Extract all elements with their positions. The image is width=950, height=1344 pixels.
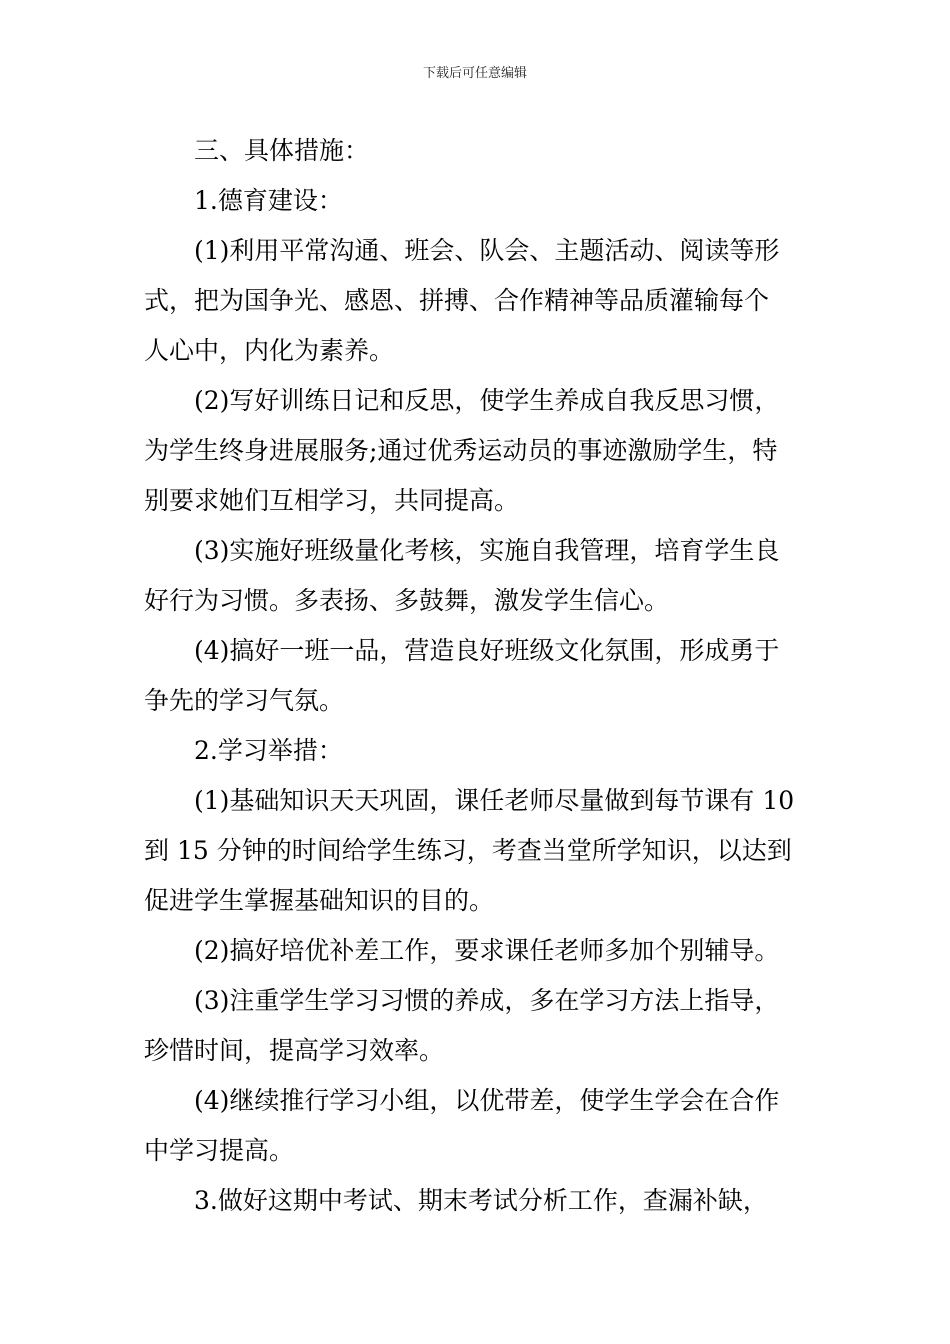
text-line: 中学习提高。 bbox=[144, 1136, 295, 1165]
text-line: 促进学生掌握基础知识的目的。 bbox=[144, 886, 495, 915]
text-line: 式，把为国争光、感恩、拼搏、合作精神等品质灌输每个 bbox=[144, 286, 770, 315]
text-line: (2)搞好培优补差工作，要求课任老师多加个别辅导。 bbox=[194, 936, 780, 965]
text-line: 2.学习举措： bbox=[194, 736, 343, 765]
text-line: (1)利用平常沟通、班会、队会、主题活动、阅读等形 bbox=[194, 236, 780, 265]
text-line: (4)搞好一班一品，营造良好班级文化氛围，形成勇于 bbox=[194, 636, 780, 665]
text-line: (3)注重学生学习习惯的养成，多在学习方法上指导， bbox=[194, 986, 780, 1015]
text-line: (4)继续推行学习小组，以优带差，使学生学会在合作 bbox=[194, 1086, 780, 1115]
document-body bbox=[144, 126, 808, 1226]
text-line: 1.德育建设： bbox=[194, 186, 343, 215]
text-line: (2)写好训练日记和反思，使学生养成自我反思习惯， bbox=[194, 386, 780, 415]
text-line: 珍惜时间，提高学习效率。 bbox=[144, 1036, 445, 1065]
text-line: 为学生终身进展服务;通过优秀运动员的事迹激励学生，特 bbox=[144, 436, 778, 465]
text-line: 三、具体措施： bbox=[194, 136, 370, 165]
text-line: (1)基础知识天天巩固，课任老师尽量做到每节课有 10 bbox=[194, 786, 795, 815]
text-line: 人心中，内化为素养。 bbox=[144, 336, 395, 365]
text-line: 到 15 分钟的时间给学生练习，考查当堂所学知识，以达到 bbox=[144, 836, 792, 865]
text-line: 别要求她们互相学习，共同提高。 bbox=[144, 486, 520, 515]
page-header: 下载后可任意编辑 bbox=[422, 66, 527, 81]
text-line: (3)实施好班级量化考核，实施自我管理，培育学生良 bbox=[194, 536, 780, 565]
text-line: 3.做好这期中考试、期末考试分析工作，查漏补缺， bbox=[194, 1186, 768, 1215]
text-line: 争先的学习气氛。 bbox=[144, 686, 345, 715]
text-line: 好行为习惯。多表扬、多鼓舞，激发学生信心。 bbox=[144, 586, 670, 615]
